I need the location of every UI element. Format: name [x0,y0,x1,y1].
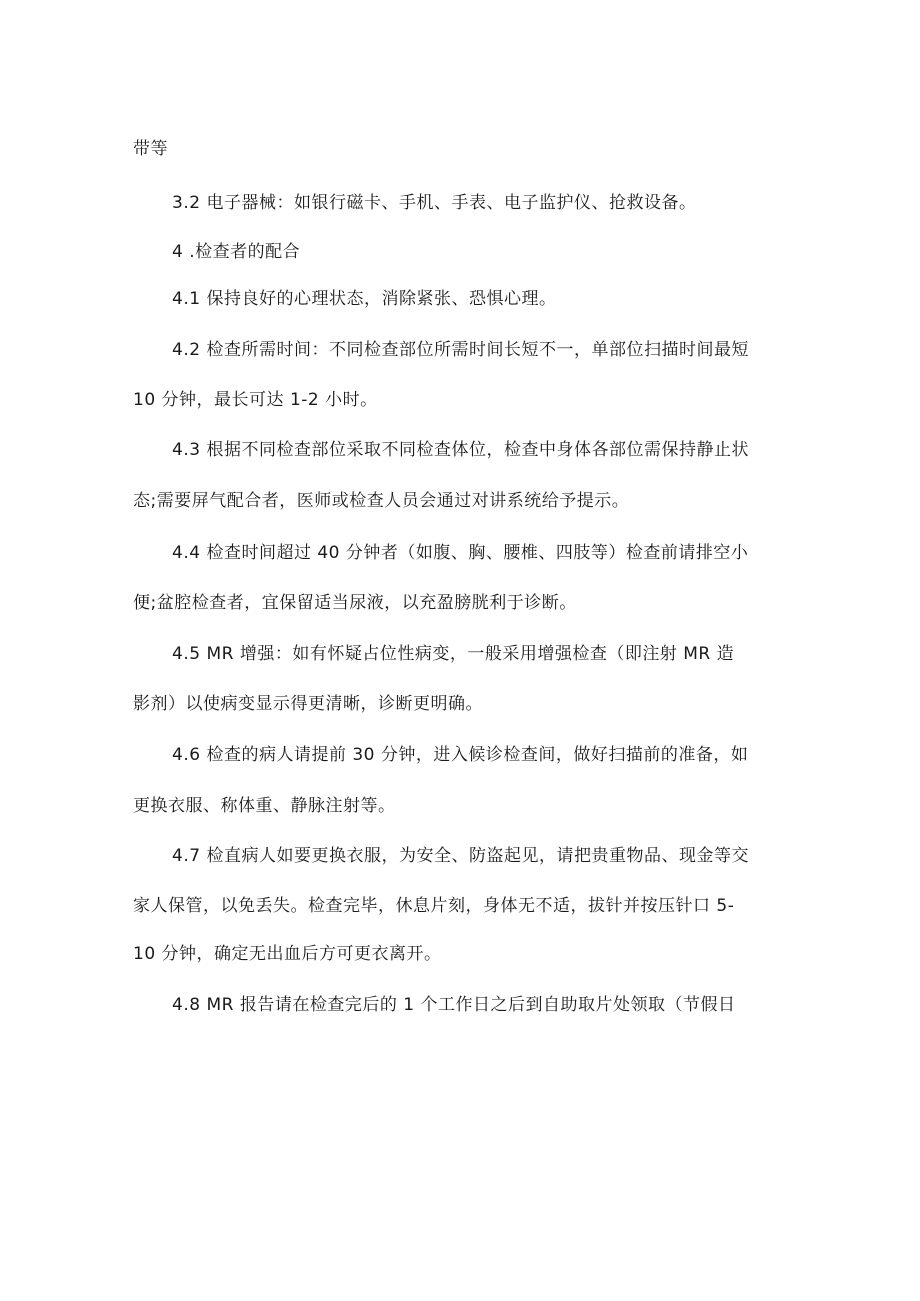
text-line: 4.8 MR 报告请在检查完后的 1 个工作日之后到自助取片处领取（节假日 [172,995,736,1015]
text-line: 4.6 检查的病人请提前 30 分钟，进入候诊检查间，做好扫描前的准备，如 [172,745,749,765]
text-line: 便;盆腔检查者，宜保留适当尿液，以充盈膀胱利于诊断。 [133,593,577,613]
text-line: 4.2 检查所需时间：不同检查部位所需时间长短不一，单部位扫描时间最短 [172,340,749,360]
text-line: 带等 [133,139,168,159]
text-line: 4.5 MR 增强：如有怀疑占位性病变，一般采用增强检查（即注射 MR 造 [172,644,735,664]
text-line: 10 分钟，最长可达 1-2 小时。 [133,390,378,410]
text-line: 4.7 检直病人如要更换衣服，为安全、防盗起见，请把贵重物品、现金等交 [172,846,749,866]
text-line: 影剂）以使病变显示得更清晰，诊断更明确。 [133,694,483,714]
text-line: 4.1 保持良好的心理状态，消除紧张、恐惧心理。 [172,289,557,309]
section-heading: 4 .检查者的配合 [172,242,301,262]
text-line: 更换衣服、称体重、静脉注射等。 [133,796,396,816]
text-line: 10 分钟，确定无出血后方可更衣离开。 [133,944,442,964]
text-line: 4.3 根据不同检查部位采取不同检查体位，检查中身体各部位需保持静止状 [172,440,749,460]
text-line: 4.4 检查时间超过 40 分钟者（如腹、胸、腰椎、四肢等）检查前请排空小 [172,543,749,563]
text-line: 家人保管，以免丢失。检查完毕，休息片刻，身体无不适，拔针并按压针口 5- [133,896,735,916]
text-line: 态;需要屏气配合者，医师或检查人员会通过对讲系统给予提示。 [133,491,630,511]
text-line: 3.2 电子器械：如银行磁卡、手机、手表、电子监护仪、抢救设备。 [172,193,697,213]
